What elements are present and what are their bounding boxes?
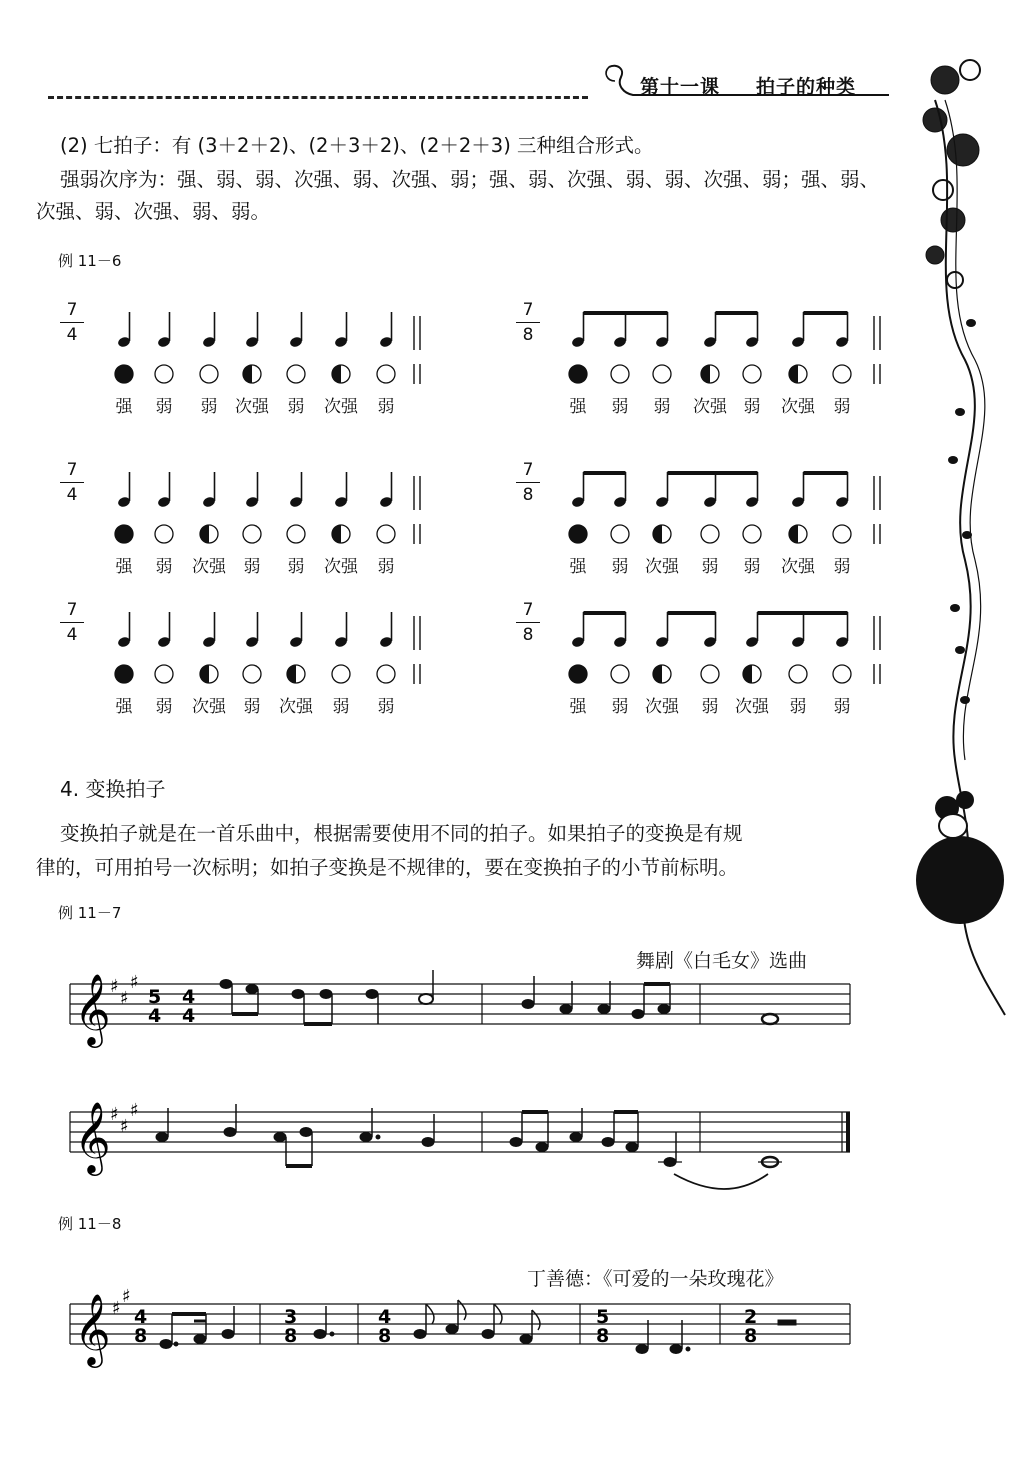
example-11-7-label: 例 11－7: [58, 904, 122, 922]
meter-3-top: 4: [378, 1306, 392, 1328]
rhythm-row-right-3: [0, 600, 1016, 720]
note: [598, 1005, 610, 1014]
beat-label-right-1-4: 次强: [693, 397, 727, 417]
sharp-icon: ♯: [120, 1116, 129, 1137]
example-11-7-staff-2: [70, 1098, 860, 1208]
beat-label-left-3-7: 弱: [377, 697, 395, 717]
example-11-7-staff-1: [70, 970, 860, 1060]
beat-label-left-1-6: 次强: [324, 397, 358, 417]
half-fill: [653, 665, 662, 683]
beat-label-left-2-3: 次强: [192, 557, 226, 577]
beat-label-right-3-3: 次强: [645, 697, 679, 717]
beat-label-left-2-5: 弱: [287, 557, 305, 577]
beat-label-right-2-6: 次强: [781, 557, 815, 577]
beat-label-left-3-3: 次强: [192, 697, 226, 717]
example-11-8-staff: [70, 1286, 860, 1380]
beat-label-left-1-3: 弱: [200, 397, 218, 417]
beat-label-left-1-4: 次强: [235, 397, 269, 417]
beat-label-right-2-3: 次强: [645, 557, 679, 577]
beat-label-right-2-5: 弱: [743, 557, 761, 577]
half-fill: [789, 525, 798, 543]
sharp-icon: ♯: [120, 988, 129, 1009]
rhythm-row-right-1: [0, 300, 1016, 420]
time-signature-right-3: 7 8: [516, 600, 540, 645]
rhythm-row-right-2: [0, 460, 1016, 580]
ts2-bot: 4: [182, 1005, 196, 1027]
beat-label-left-3-2: 弱: [155, 697, 173, 717]
note: [366, 990, 378, 999]
note: [658, 1005, 670, 1014]
beat-label-right-2-1: 强: [569, 557, 587, 577]
treble-clef-icon: 𝄞: [74, 1292, 111, 1365]
ts2-top: 4: [182, 986, 196, 1008]
beat-label-right-1-6: 次强: [781, 397, 815, 417]
note: [632, 1010, 644, 1019]
example-11-6-label: 例 11－6: [58, 252, 122, 270]
time-signature-left-3: 7 4: [60, 600, 84, 645]
beat-label-left-1-2: 弱: [155, 397, 173, 417]
weak-beat-icon: [833, 365, 851, 383]
beat-label-left-2-2: 弱: [155, 557, 173, 577]
header-rule: [48, 96, 588, 99]
weak-beat-icon: [611, 525, 629, 543]
beat-label-left-3-5: 次强: [279, 697, 313, 717]
example-11-7-credit: 舞剧《白毛女》选曲: [636, 950, 808, 972]
time-signature-left-2: 7 4: [60, 460, 84, 505]
ts1-bot: 4: [148, 1005, 162, 1027]
beat-label-right-3-1: 强: [569, 697, 587, 717]
weak-beat-icon: [611, 665, 629, 683]
beat-label-right-3-4: 弱: [701, 697, 719, 717]
meter-2-top: 3: [284, 1306, 298, 1328]
header-lesson: 第十一课: [640, 76, 721, 98]
section-4-line-1: 变换拍子就是在一首乐曲中，根据需要使用不同的拍子。如果拍子的变换是有规: [60, 822, 743, 845]
sharp-icon: ♯: [110, 1104, 119, 1125]
half-fill: [743, 665, 752, 683]
beat-label-right-2-2: 弱: [611, 557, 629, 577]
strong-beat-icon: [569, 525, 587, 543]
time-signature-right-2: 7 8: [516, 460, 540, 505]
weak-beat-icon: [701, 665, 719, 683]
whole-note: [762, 1014, 778, 1024]
running-header: [640, 72, 892, 99]
ts1-top: 5: [148, 986, 162, 1008]
weak-beat-icon: [653, 365, 671, 383]
sharp-icon: ♯: [110, 976, 119, 997]
weak-beat-icon: [789, 665, 807, 683]
meter-5-bot: 8: [744, 1325, 758, 1347]
half-fill: [789, 365, 798, 383]
intro-line-3: 次强、弱、次强、弱、弱。: [36, 200, 271, 223]
meter-3-bot: 8: [378, 1325, 392, 1347]
meter-1-bot: 8: [134, 1325, 148, 1347]
example-11-8-credit: 丁善德：《可爱的一朵玫瑰花》: [527, 1268, 784, 1290]
half-fill: [701, 365, 710, 383]
beat-label-right-1-2: 弱: [611, 397, 629, 417]
sharp-icon: ♯: [122, 1286, 131, 1307]
meter-2-bot: 8: [284, 1325, 298, 1347]
beat-label-left-3-4: 弱: [243, 697, 261, 717]
treble-clef-icon: 𝄞: [74, 972, 111, 1045]
beat-label-right-3-2: 弱: [611, 697, 629, 717]
strong-beat-icon: [569, 665, 587, 683]
beat-label-left-1-1: 强: [115, 397, 133, 417]
beat-label-right-1-3: 弱: [653, 397, 671, 417]
sharp-icon: ♯: [130, 972, 139, 993]
note: [220, 980, 232, 989]
beat-label-right-1-5: 弱: [743, 397, 761, 417]
note: [560, 1005, 572, 1014]
intro-line-1: (2) 七拍子：有 (3＋2＋2)、(2＋3＋2)、(2＋2＋3) 三种组合形式。: [60, 134, 654, 157]
beat-label-right-2-4: 弱: [701, 557, 719, 577]
beat-label-left-2-4: 弱: [243, 557, 261, 577]
meter-4-top: 5: [596, 1306, 610, 1328]
beat-label-right-3-5: 次强: [735, 697, 769, 717]
time-signature-left-1: 7 4: [60, 300, 84, 345]
weak-beat-icon: [833, 665, 851, 683]
weak-beat-icon: [833, 525, 851, 543]
time-signature-right-1: 7 8: [516, 300, 540, 345]
weak-beat-icon: [743, 525, 761, 543]
sharp-icon: ♯: [130, 1100, 139, 1121]
beat-label-left-2-6: 次强: [324, 557, 358, 577]
note: [246, 985, 258, 994]
note: [292, 990, 304, 999]
beat-label-right-2-7: 弱: [833, 557, 851, 577]
section-4-title: 4. 变换拍子: [60, 777, 166, 801]
note: [419, 994, 433, 1004]
half-fill: [653, 525, 662, 543]
note: [522, 1000, 534, 1009]
beat-label-left-1-5: 弱: [287, 397, 305, 417]
beat-label-right-1-7: 弱: [833, 397, 851, 417]
strong-beat-icon: [569, 365, 587, 383]
beat-label-left-3-6: 弱: [332, 697, 350, 717]
weak-beat-icon: [743, 365, 761, 383]
treble-clef-icon: 𝄞: [74, 1100, 111, 1173]
sharp-icon: ♯: [112, 1298, 121, 1319]
weak-beat-icon: [701, 525, 719, 543]
beat-label-right-3-7: 弱: [833, 697, 851, 717]
rest-icon: [778, 1320, 796, 1325]
weak-beat-icon: [611, 365, 629, 383]
tie-mark: [674, 1174, 768, 1189]
example-11-8-label: 例 11－8: [58, 1215, 122, 1233]
header-title: 拍子的种类: [756, 76, 857, 98]
beat-label-left-2-1: 强: [115, 557, 133, 577]
beat-label-right-1-1: 强: [569, 397, 587, 417]
beat-label-right-3-6: 弱: [789, 697, 807, 717]
beat-label-left-2-7: 弱: [377, 557, 395, 577]
intro-line-2: 强弱次序为：强、弱、弱、次强、弱、次强、弱；强、弱、次强、弱、弱、次强、弱；强、弱、: [60, 168, 880, 191]
beat-label-left-3-1: 强: [115, 697, 133, 717]
meter-4-bot: 8: [596, 1325, 610, 1347]
meter-1-top: 4: [134, 1306, 148, 1328]
meter-5-top: 2: [744, 1306, 758, 1328]
note: [320, 990, 332, 999]
beat-label-left-1-7: 弱: [377, 397, 395, 417]
section-4-line-2: 律的，可用拍号一次标明；如拍子变换是不规律的，要在变换拍子的小节前标明。: [36, 856, 739, 879]
